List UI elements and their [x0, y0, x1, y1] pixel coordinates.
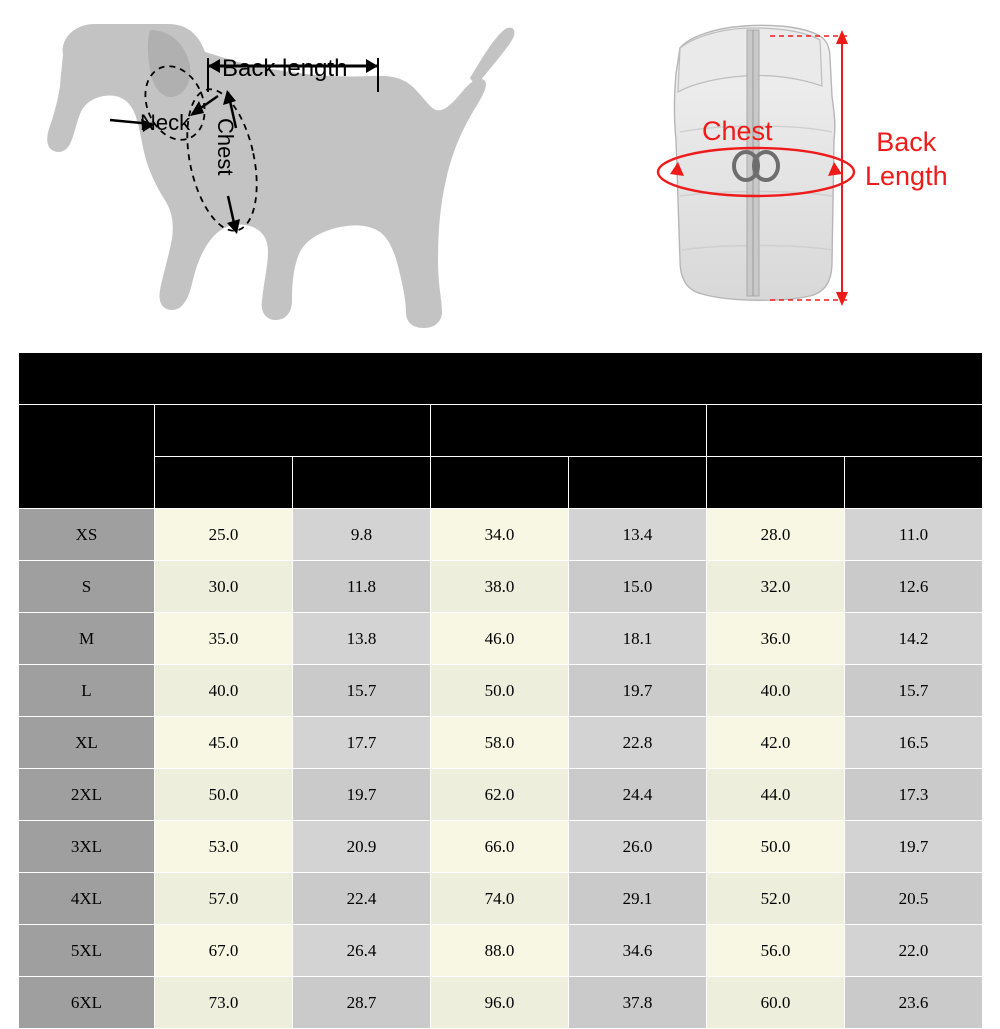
vest-back-length-arrow-top [836, 30, 848, 44]
table-row [19, 873, 983, 925]
illustration-area [0, 0, 1000, 350]
cell-value: 52.0 [707, 873, 845, 925]
cell-value: 30.0 [155, 561, 293, 613]
cell-value: 13.4 [569, 509, 707, 561]
table-row [19, 613, 983, 665]
cell-value: 26.4 [293, 925, 431, 977]
header-group-neck-girth: Neck Girth [707, 405, 983, 457]
cell-value: 88.0 [431, 925, 569, 977]
cell-value: 38.0 [431, 561, 569, 613]
cell-value: 24.4 [569, 769, 707, 821]
cell-value: 22.0 [845, 925, 983, 977]
cell-value: 57.0 [155, 873, 293, 925]
cell-size: S [19, 561, 155, 613]
cell-value: 16.5 [845, 717, 983, 769]
cell-value: 19.7 [845, 821, 983, 873]
cell-value: 15.7 [293, 665, 431, 717]
cell-value: 29.1 [569, 873, 707, 925]
cell-value: 25.0 [155, 509, 293, 561]
vest-back-label-line1: Back [876, 127, 937, 157]
size-chart [18, 352, 982, 1029]
cell-value: 12.6 [845, 561, 983, 613]
table-row [19, 977, 983, 1029]
dog-diagram [0, 0, 620, 350]
cell-value: 18.1 [569, 613, 707, 665]
cell-value: 28.7 [293, 977, 431, 1029]
dog-tail-shape [470, 28, 514, 86]
cell-value: 60.0 [707, 977, 845, 1029]
cell-value: 20.5 [845, 873, 983, 925]
header-group-row [19, 405, 983, 457]
cell-value: 35.0 [155, 613, 293, 665]
cell-value: 36.0 [707, 613, 845, 665]
cell-size: XL [19, 717, 155, 769]
back-length-label: Back length [222, 55, 348, 82]
cell-value: 40.0 [707, 665, 845, 717]
cell-value: 15.0 [569, 561, 707, 613]
cell-value: 50.0 [431, 665, 569, 717]
chest-label: Chest [213, 118, 238, 176]
header-group-chest-girth: Chest Girth [431, 405, 707, 457]
table-row [19, 561, 983, 613]
cell-value: 26.0 [569, 821, 707, 873]
cell-value: 73.0 [155, 977, 293, 1029]
back-length-arrow-right [366, 59, 378, 73]
cell-value: 37.8 [569, 977, 707, 1029]
cell-value: 96.0 [431, 977, 569, 1029]
dog-silhouette-svg [0, 0, 620, 350]
cell-value: 53.0 [155, 821, 293, 873]
cell-value: 42.0 [707, 717, 845, 769]
header-unit-chest-inch: Inch [569, 457, 707, 509]
cell-size: 6XL [19, 977, 155, 1029]
cell-value: 34.6 [569, 925, 707, 977]
size-table [18, 352, 983, 1029]
cell-value: 17.3 [845, 769, 983, 821]
header-group-back-length: Back Length [155, 405, 431, 457]
cell-size: L [19, 665, 155, 717]
header-unit-chest-cm: Cm [431, 457, 569, 509]
header-unit-neck-cm: Cm [707, 457, 845, 509]
cell-value: 45.0 [155, 717, 293, 769]
cell-value: 11.8 [293, 561, 431, 613]
cell-size: XS [19, 509, 155, 561]
cell-value: 22.8 [569, 717, 707, 769]
neck-label: Neck [140, 110, 191, 135]
header-unit-neck-inch: Inch [845, 457, 983, 509]
measurement-notice-row [19, 353, 983, 405]
table-row [19, 925, 983, 977]
cell-value: 67.0 [155, 925, 293, 977]
table-row [19, 665, 983, 717]
cell-value: 11.0 [845, 509, 983, 561]
cell-value: 14.2 [845, 613, 983, 665]
cell-value: 44.0 [707, 769, 845, 821]
cell-value: 46.0 [431, 613, 569, 665]
cell-size: 3XL [19, 821, 155, 873]
cell-value: 56.0 [707, 925, 845, 977]
cell-value: 28.0 [707, 509, 845, 561]
cell-value: 19.7 [293, 769, 431, 821]
cell-value: 13.8 [293, 613, 431, 665]
cell-value: 19.7 [569, 665, 707, 717]
vest-diagram [620, 0, 1000, 350]
cell-size: 5XL [19, 925, 155, 977]
cell-value: 66.0 [431, 821, 569, 873]
header-unit-back-inch: Inch [293, 457, 431, 509]
vest-back-length-arrow-bottom [836, 292, 848, 306]
cell-value: 32.0 [707, 561, 845, 613]
vest-back-label-line2: Length [865, 161, 948, 191]
header-size: Size [19, 405, 155, 509]
cell-value: 40.0 [155, 665, 293, 717]
header-unit-row [19, 457, 983, 509]
table-row [19, 769, 983, 821]
cell-value: 50.0 [155, 769, 293, 821]
cell-value: 34.0 [431, 509, 569, 561]
cell-size: M [19, 613, 155, 665]
cell-value: 58.0 [431, 717, 569, 769]
cell-value: 20.9 [293, 821, 431, 873]
cell-value: 17.7 [293, 717, 431, 769]
vest-back-length-label [865, 125, 948, 193]
table-row [19, 509, 983, 561]
cell-value: 22.4 [293, 873, 431, 925]
cell-value: 74.0 [431, 873, 569, 925]
cell-size: 2XL [19, 769, 155, 821]
cell-value: 15.7 [845, 665, 983, 717]
cell-value: 62.0 [431, 769, 569, 821]
table-row [19, 821, 983, 873]
cell-value: 9.8 [293, 509, 431, 561]
cell-value: 50.0 [707, 821, 845, 873]
vest-chest-label: Chest [702, 116, 773, 146]
header-unit-back-cm: Cm [155, 457, 293, 509]
table-row [19, 717, 983, 769]
cell-size: 4XL [19, 873, 155, 925]
measurement-notice: Due to manual measurement, please allow a measurement deviation of 1-2cm. [19, 353, 983, 405]
cell-value: 23.6 [845, 977, 983, 1029]
